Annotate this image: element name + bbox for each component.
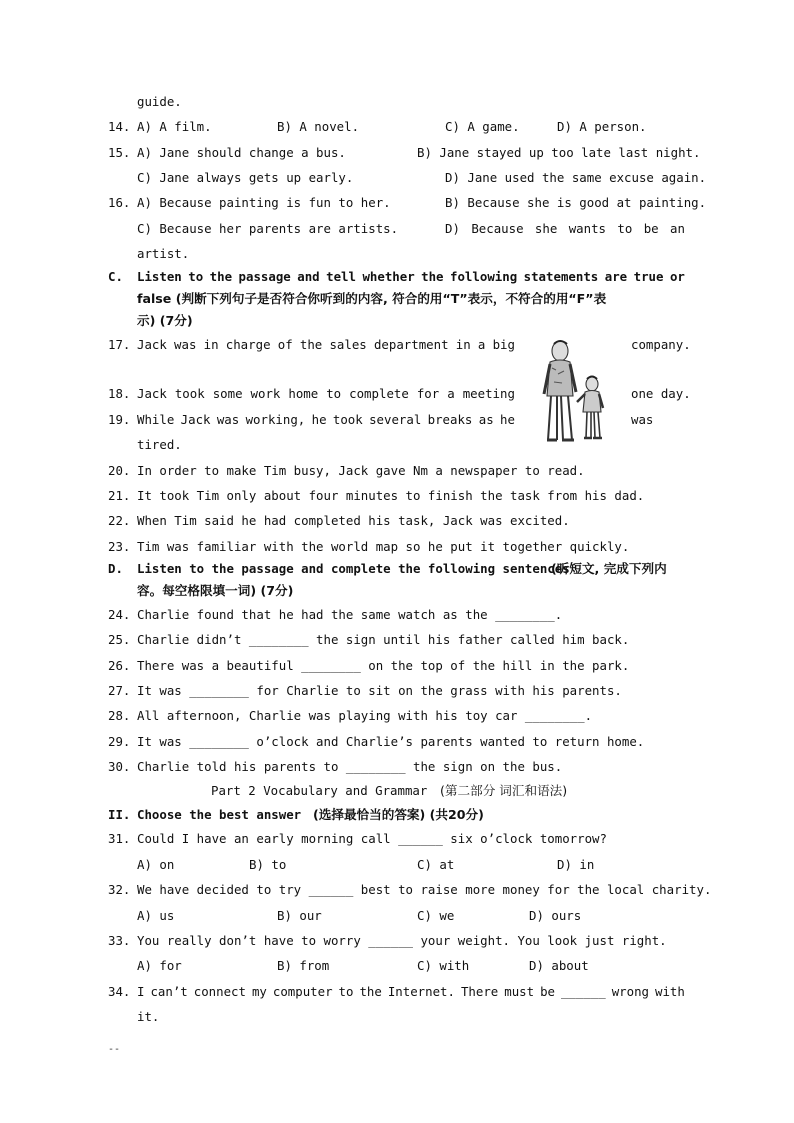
option-b[interactable]: B) A novel. bbox=[277, 119, 360, 134]
option-a[interactable]: A) us bbox=[137, 908, 175, 923]
option-b[interactable]: B) from bbox=[277, 958, 330, 973]
section-c-instruction: false (判断下列句子是否符合你听到的内容, 符合的用“T”表示，不符合的用“F”表 bbox=[137, 291, 607, 306]
option-d[interactable]: D) about bbox=[529, 958, 589, 973]
option-c[interactable]: C) Because her parents are artists. bbox=[137, 221, 399, 236]
option-d[interactable]: D) Because she wants to be an bbox=[445, 221, 685, 236]
continued-text: guide. bbox=[137, 94, 182, 109]
option-b[interactable]: B) to bbox=[249, 857, 287, 872]
man-and-boy-illustration bbox=[526, 338, 622, 444]
option-a[interactable]: A) for bbox=[137, 958, 182, 973]
option-b[interactable]: B) Jane stayed up too late last night. bbox=[417, 145, 701, 160]
section-d-instruction: 容。每空格限填一词) (7分) bbox=[137, 583, 294, 598]
question-19-continued: tired. bbox=[137, 437, 182, 452]
option-b[interactable]: B) Because she is good at painting. bbox=[445, 195, 707, 210]
option-a[interactable]: A) A film. bbox=[137, 119, 212, 134]
option-c[interactable]: C) at bbox=[417, 857, 455, 872]
section-c-score: 示) (7分) bbox=[137, 313, 193, 328]
option-c[interactable]: C) with bbox=[417, 958, 470, 973]
option-c[interactable]: C) we bbox=[417, 908, 455, 923]
option-b[interactable]: B) our bbox=[277, 908, 322, 923]
option-d-continued: artist. bbox=[137, 246, 190, 261]
option-d[interactable]: D) Jane used the same excuse again. bbox=[445, 170, 707, 185]
option-c[interactable]: C) A game. bbox=[445, 119, 520, 134]
option-a[interactable]: A) on bbox=[137, 857, 175, 872]
option-a[interactable]: A) Jane should change a bus. bbox=[137, 145, 346, 160]
option-c[interactable]: C) Jane always gets up early. bbox=[137, 170, 354, 185]
question-34-continued: it. bbox=[137, 1009, 160, 1024]
footer-mark: -- bbox=[108, 1044, 121, 1055]
option-d[interactable]: D) ours bbox=[529, 908, 582, 923]
option-a[interactable]: A) Because painting is fun to her. bbox=[137, 195, 391, 210]
option-d[interactable]: D) A person. bbox=[557, 119, 647, 134]
option-d[interactable]: D) in bbox=[557, 857, 595, 872]
